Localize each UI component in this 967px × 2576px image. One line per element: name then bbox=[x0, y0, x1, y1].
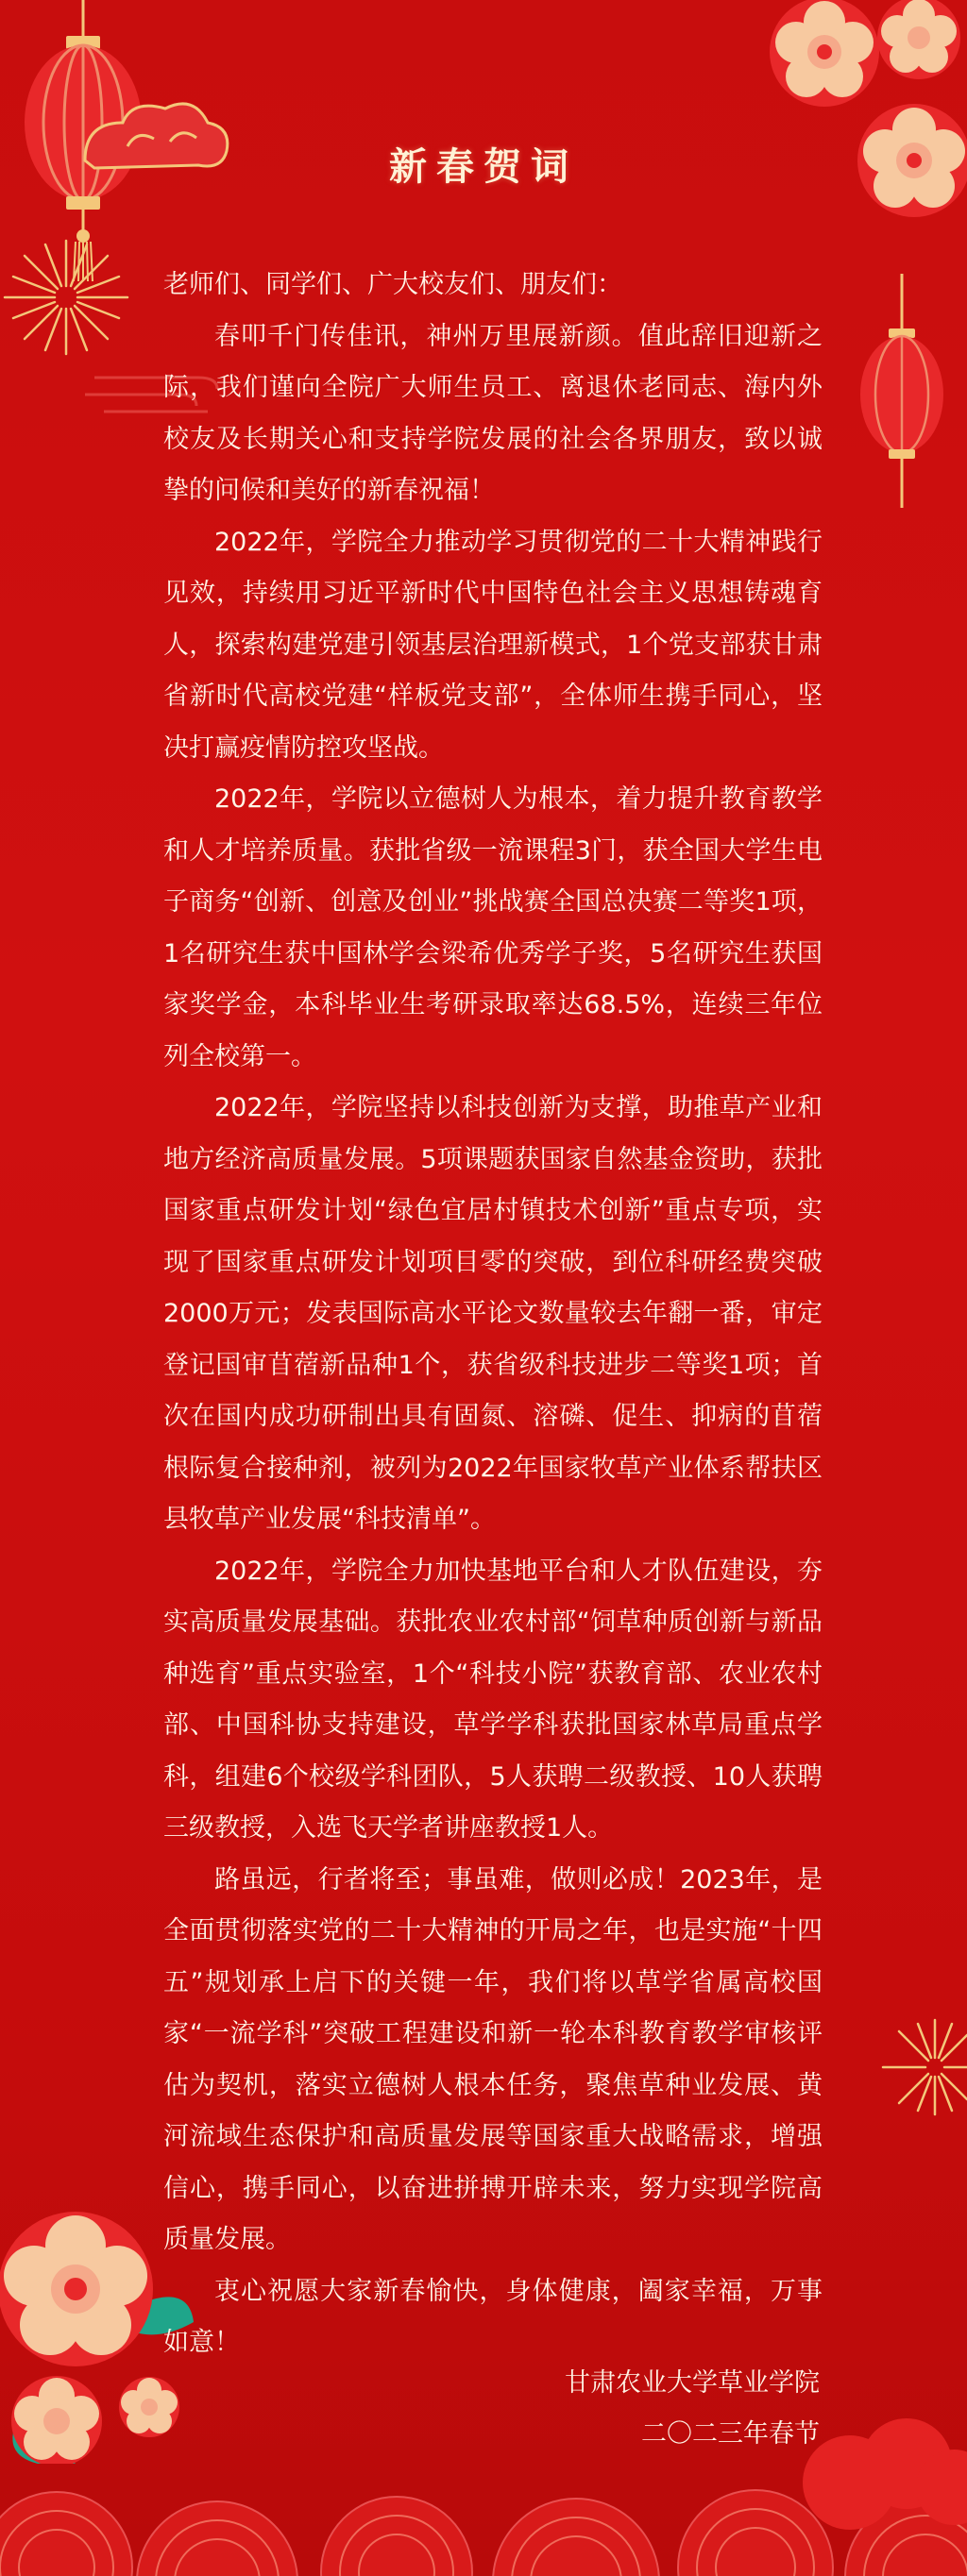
greeting: 老师们、同学们、广大校友们、朋友们： bbox=[163, 270, 622, 299]
lantern-icon bbox=[855, 274, 949, 510]
firework-icon bbox=[0, 236, 142, 359]
firework-icon bbox=[878, 2011, 967, 2124]
flower-icon bbox=[735, 0, 967, 227]
cloud-pattern bbox=[0, 2379, 967, 2576]
paragraph: 2022年，学院坚持以科技创新为支撑，助推草产业和地方经济高质量发展。5项课题获国家自然基金资助，获批国家重点研发计划“绿色宜居村镇技术创新”重点专项，实现了国家重点研发计划项目零的突破，到位科研经费突破2000万元；发表国际高水平论文数量较去年翻一番，审定登记国审苜蓿新品种1个，获省级科技进步二等奖1项；首次在国内成功研制出具有固氮、溶磷、促生、抑病的苜蓿根际复合接种剂，被列为2022年国家牧草产业体系帮扶区县牧草产业发展“科技清单”。 bbox=[163, 1093, 823, 1534]
paragraph: 春叩千门传佳讯，神州万里展新颜。值此辞旧迎新之际，我们谨向全院广大师生员工、离退休老同志、海内外校友及长期关心和支持学院发展的社会各界朋友，致以诚挚的问候和美好的新春祝福！ bbox=[163, 321, 823, 505]
paragraph: 2022年，学院以立德树人为根本，着力提升教育教学和人才培养质量。获批省级一流课程3门，获全国大学生电子商务“创新、创意及创业”挑战赛全国总决赛二等奖1项，1名研究生获中国林学会梁希优秀学子奖，5名研究生获国家奖学金，本科毕业生考研录取率达68.5%，连续三年位列全校第一。 bbox=[163, 784, 823, 1071]
paragraph: 路虽远，行者将至；事虽难，做则必成！2023年，是全面贯彻落实党的二十大精神的开局之年，也是实施“十四五”规划承上启下的关键一年，我们将以草学省属高校国家“一流学科”突破工程建设和新一轮本科教育教学审核评估为契机，落实立德树人根本任务，聚焦草种业发展、黄河流域生态保护和高质量发展等国家重大战略需求，增强信心，携手同心，以奋进拼搏开辟未来，努力实现学院高质量发展。 bbox=[163, 1864, 823, 2254]
letter-body bbox=[163, 260, 823, 2369]
signature-org: 甘肃农业大学草业学院 bbox=[565, 2368, 820, 2398]
signature bbox=[565, 2358, 820, 2460]
page-title: 新春贺词 bbox=[389, 144, 578, 189]
paragraph: 2022年，学院全力推动学习贯彻党的二十大精神践行见效，持续用习近平新时代中国特色社会主义思想铸魂育人，探索构建党建引领基层治理新模式，1个党支部获甘肃省新时代高校党建“样板党支部”，全体师生携手同心，坚决打赢疫情防控攻坚战。 bbox=[163, 527, 823, 763]
paragraph: 2022年，学院全力加快基地平台和人才队伍建设，夯实高质量发展基础。获批农业农村部“饲草种质创新与新品种选育”重点实验室，1个“科技小院”获教育部、农业农村部、中国科协支持建设，草学学科获批国家林草局重点学科，组建6个校级学科团队，5人获聘二级教授、10人获聘三级教授，入选飞天学者讲座教授1人。 bbox=[163, 1556, 823, 1843]
signature-date: 二〇二三年春节 bbox=[641, 2419, 820, 2449]
paragraph: 衷心祝愿大家新春愉快，身体健康，阖家幸福，万事如意！ bbox=[163, 2276, 823, 2357]
